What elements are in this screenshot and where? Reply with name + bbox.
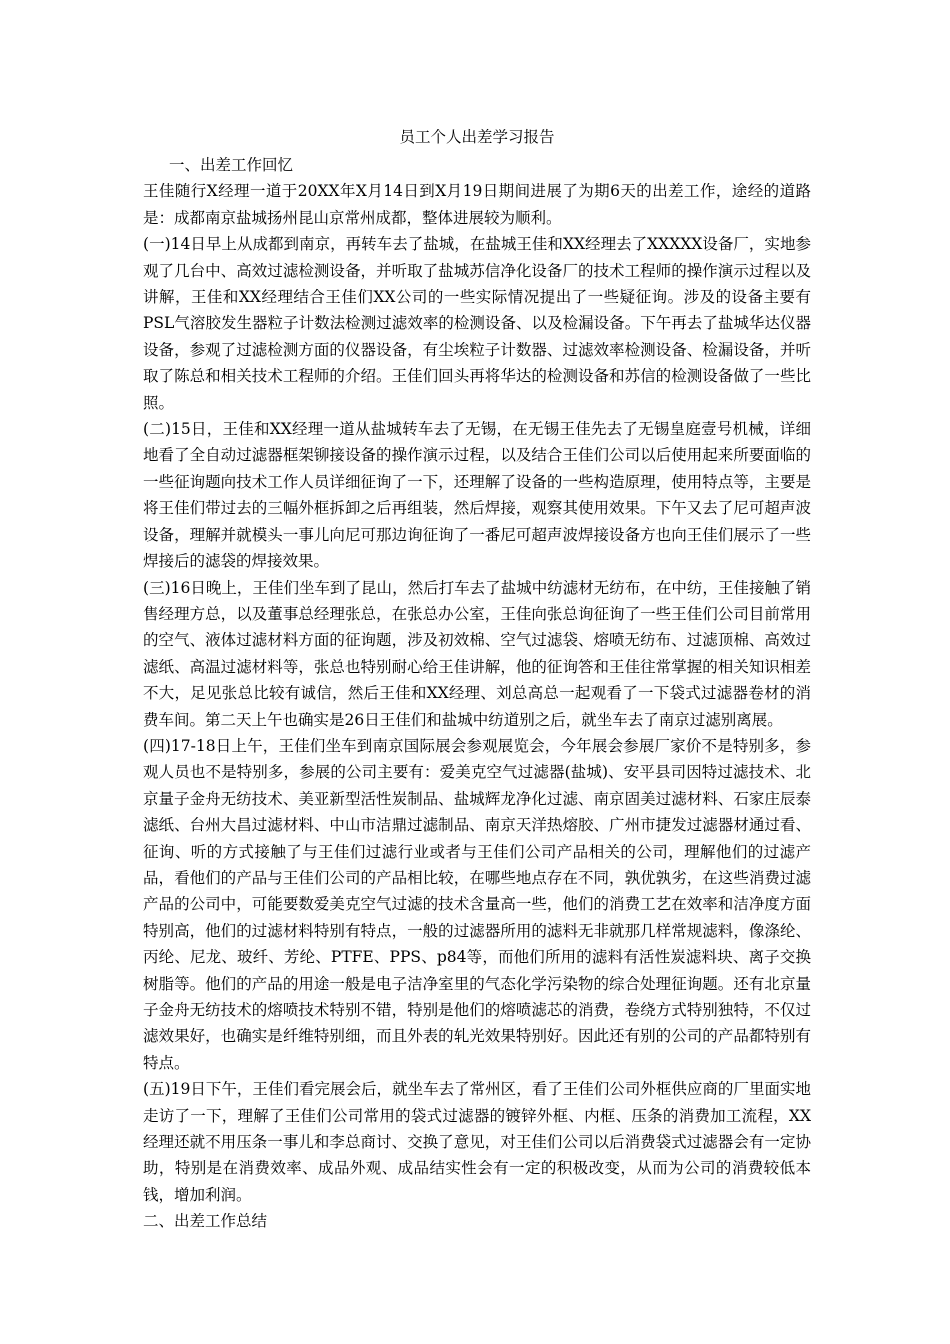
paragraph-day-17-18: (四)17-18日上午，王佳们坐车到南京国际展会参观展览会，今年展会参展厂家价不是特别多，参观人员也不是特别多，参展的公司主要有：爱美克空气过滤器(盐城)、安平县司因特过滤技术、北京量子金舟无纺技术、美亚新型活性炭制品、盐城辉龙净化过滤、南京固美过滤材料、石家庄辰泰滤纸、台州大昌过滤材料、中山市洁鼎过滤制品、南京天洋热熔胶、广州市捷发过滤器材通过看、征询、听的方式接触了与王佳们过滤行业或者与王佳们公司产品相关的公司，理解他们的过滤产品，看他们的产品与王佳们公司的产品相比较，在哪些地点存在不同，孰优孰劣，在这些消费过滤产品的公司中，可能要数爱美克空气过滤的技术含量高一些，他们的消费工艺在效率和洁净度方面特别高，他们的过滤材料特别有特点，一般的过滤器所用的滤料无非就那几样常规滤料，像涤纶、丙纶、尼龙、玻纤、芳纶、PTFE、PPS、p84等，而他们所用的滤料有活性炭滤料块、离子交换树脂等。他们的产品的用途一般是电子洁净室里的气态化学污染物的综合处理征询题。还有北京量子金舟无纺技术的熔喷技术特别不错，特别是他们的熔喷滤芯的消费，卷绕方式特别独特，不仅过滤效果好，也确实是纤维特别细，而且外表的轧光效果特别好。因此还有别的公司的产品都特别有特点。 <box>143 736 811 1072</box>
paragraph-day-15: (二)15日，王佳和XX经理一道从盐城转车去了无锡，在无锡王佳先去了无锡皇庭壹号机械，详细地看了全自动过滤器框架铆接设备的操作演示过程，以及结合王佳们公司以后使用起来所要面临的一些征询题向技术工作人员详细征询了一下，还理解了设备的一些构造原理，使用特点等，主要是将王佳们带过去的三幅外框拆卸之后再组装，然后焊接，观察其使用效果。下午又去了尼可超声波设备，理解并就模头一事儿向尼可那边询征询了一番尼可超声波焊接设备方也向王佳们展示了一些焊接后的滤袋的焊接效果。 <box>143 420 811 571</box>
section-heading-summary: 二、出差工作总结 <box>143 1212 268 1231</box>
section-heading-review: 一、出差工作回忆 <box>169 156 294 174</box>
intro-paragraph: 王佳随行X经理一道于20XX年X月14日到X月19日期间进展了为期6天的出差工作，途经的道路是：成都南京盐城扬州昆山京常州成都，整体进展较为顺利。 <box>143 182 811 227</box>
paragraph-day-14: (一)14日早上从成都到南京，再转车去了盐城，在盐城王佳和XX经理去了XXXXX设备厂，实地参观了几台中、高效过滤检测设备，并听取了盐城苏信净化设备厂的技术工程师的操作演示过程以及讲解，王佳和XX经理结合王佳们XX公司的一些实际情况提出了一些疑征询。涉及的设备主要有PSL气溶胶发生器粒子计数法检测过滤效率的检测设备、以及检漏设备。下午再去了盐城华达仪器设备，参观了过滤检测方面的仪器设备，有尘埃粒子计数器、过滤效率检测设备、检漏设备，并听取了陈总和相关技术工程师的介绍。王佳们回头再将华达的检测设备和苏信的检测设备做了一些比照。 <box>143 235 811 412</box>
document-title: 员工个人出差学习报告 <box>399 128 555 146</box>
document-body <box>143 122 811 1235</box>
paragraph-day-16: (三)16日晚上，王佳们坐车到了昆山，然后打车去了盐城中纺滤材无纺布，在中纺，王佳接触了销售经理方总，以及董事总经理张总，在张总办公室，王佳向张总询征询了一些王佳们公司目前常用的空气、液体过滤材料方面的征询题，涉及初效棉、空气过滤袋、熔喷无纺布、过滤顶棉、高效过滤纸、高温过滤材料等，张总也特别耐心给王佳讲解，他的征询答和王佳往常掌握的相关知识相差不大，足见张总比较有诚信，然后王佳和XX经理、刘总高总一起观看了一下袋式过滤器卷材的消费车间。第二天上午也确实是26日王佳们和盐城中纺道别之后，就坐车去了南京过滤别离展。 <box>143 578 811 729</box>
paragraph-day-19: (五)19日下午，王佳们看完展会后，就坐车去了常州区，看了王佳们公司外框供应商的厂里面实地走访了一下，理解了王佳们公司常用的袋式过滤器的镀锌外框、内框、压条的消费加工流程，XX经理还就不用压条一事儿和李总商讨、交换了意见，对王佳们公司以后消费袋式过滤器会有一定协助，特别是在消费效率、成品外观、成品结实性会有一定的积极改变，从而为公司的消费较低本钱，增加利润。 <box>143 1080 811 1204</box>
